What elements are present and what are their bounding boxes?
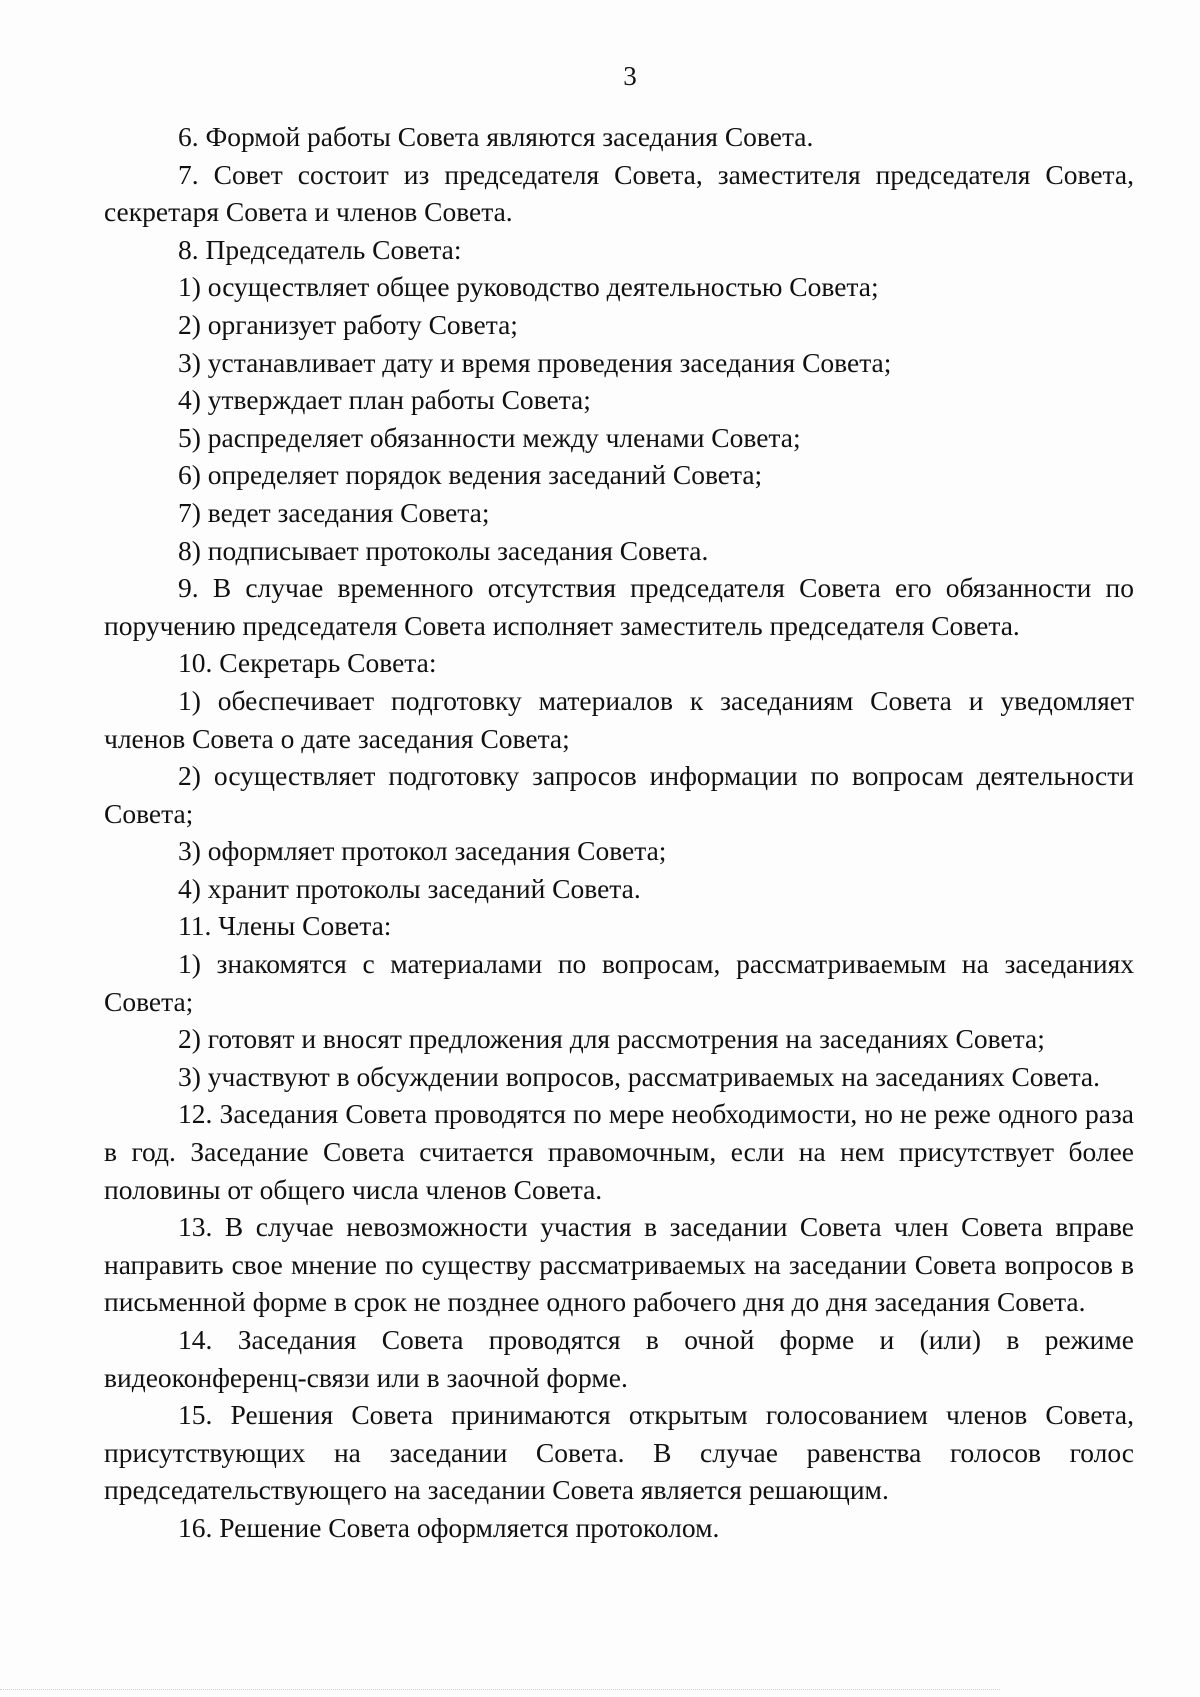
paragraph-11-item-2: 2) готовят и вносят предложения для рассмотрения на заседаниях Совета; — [178, 1023, 1045, 1055]
paragraph-11: 11. Члены Совета: — [178, 910, 392, 942]
page-number: 3 — [623, 61, 637, 91]
paragraph-10-item-2: 2) осуществляет подготовку запросов информации по вопросам деятельности Совета; — [104, 760, 1134, 829]
paragraph-8-item-1: 1) осуществляет общее руководство деятельностью Совета; — [178, 271, 879, 303]
paragraph-10-item-3: 3) оформляет протокол заседания Совета; — [178, 835, 667, 867]
paragraph-8-item-2: 2) организует работу Совета; — [178, 308, 518, 340]
paragraph-14: 14. Заседания Совета проводятся в очной форме и (или) в режиме видеоконференц-связи или в заочной форме. — [104, 1324, 1134, 1393]
paragraph-8: 8. Председатель Совета: — [178, 233, 462, 265]
paragraph-7: 7. Совет состоит из председателя Совета, заместителя председателя Совета, секретаря Совета и членов Совета. — [104, 158, 1134, 228]
paragraph-8-item-4: 4) утверждает план работы Совета; — [178, 384, 591, 416]
paragraph-8-item-3: 3) устанавливает дату и время проведения заседания Совета; — [178, 346, 892, 378]
paragraph-16: 16. Решение Совета оформляется протоколом. — [178, 1511, 720, 1543]
paragraph-10: 10. Секретарь Совета: — [178, 647, 437, 679]
paragraph-11-item-3: 3) участвуют в обсуждении вопросов, рассматриваемых на заседаниях Совета. — [178, 1060, 1101, 1092]
scan-edge-line — [0, 1689, 1000, 1691]
paragraph-12: 12. Заседания Совета проводятся по мере необходимости, но не реже одного раза в год. Заседание Совета считается правомочным, если на нем присутствует более половины от общего числа членов Совета. — [104, 1098, 1134, 1205]
paragraph-13: 13. В случае невозможности участия в заседании Совета член Совета вправе направить свое мнение по существу рассматриваемых на заседании Совета вопросов в письменной форме в срок не позднее одного рабочего дня до дня заседания Совета. — [104, 1211, 1134, 1318]
paragraph-11-item-1: 1) знакомятся с материалами по вопросам, рассматриваемым на заседаниях Совета; — [104, 948, 1134, 1017]
paragraph-15: 15. Решения Совета принимаются открытым голосованием членов Совета, присутствующих на заседании Совета. В случае равенства голосов голос председательствующего на заседании Совета является решающим. — [104, 1399, 1134, 1506]
paragraph-6: 6. Формой работы Совета являются заседания Совета. — [178, 121, 814, 152]
paragraph-9: 9. В случае временного отсутствия председателя Совета его обязанности по поручению председателя Совета исполняет заместитель председателя Совета. — [104, 572, 1134, 641]
paragraph-8-item-8: 8) подписывает протоколы заседания Совета. — [178, 534, 709, 566]
paragraph-8-item-7: 7) ведет заседания Совета; — [178, 496, 490, 528]
paragraph-10-item-1: 1) обеспечивает подготовку материалов к заседаниям Совета и уведомляет членов Совета о дате заседания Совета; — [104, 684, 1134, 754]
paragraph-8-item-5: 5) распределяет обязанности между членами Совета; — [178, 421, 801, 453]
paragraph-10-item-4: 4) хранит протоколы заседаний Совета. — [178, 872, 641, 904]
paragraph-8-item-6: 6) определяет порядок ведения заседаний Совета; — [178, 459, 763, 491]
document-body — [104, 118, 1134, 1547]
